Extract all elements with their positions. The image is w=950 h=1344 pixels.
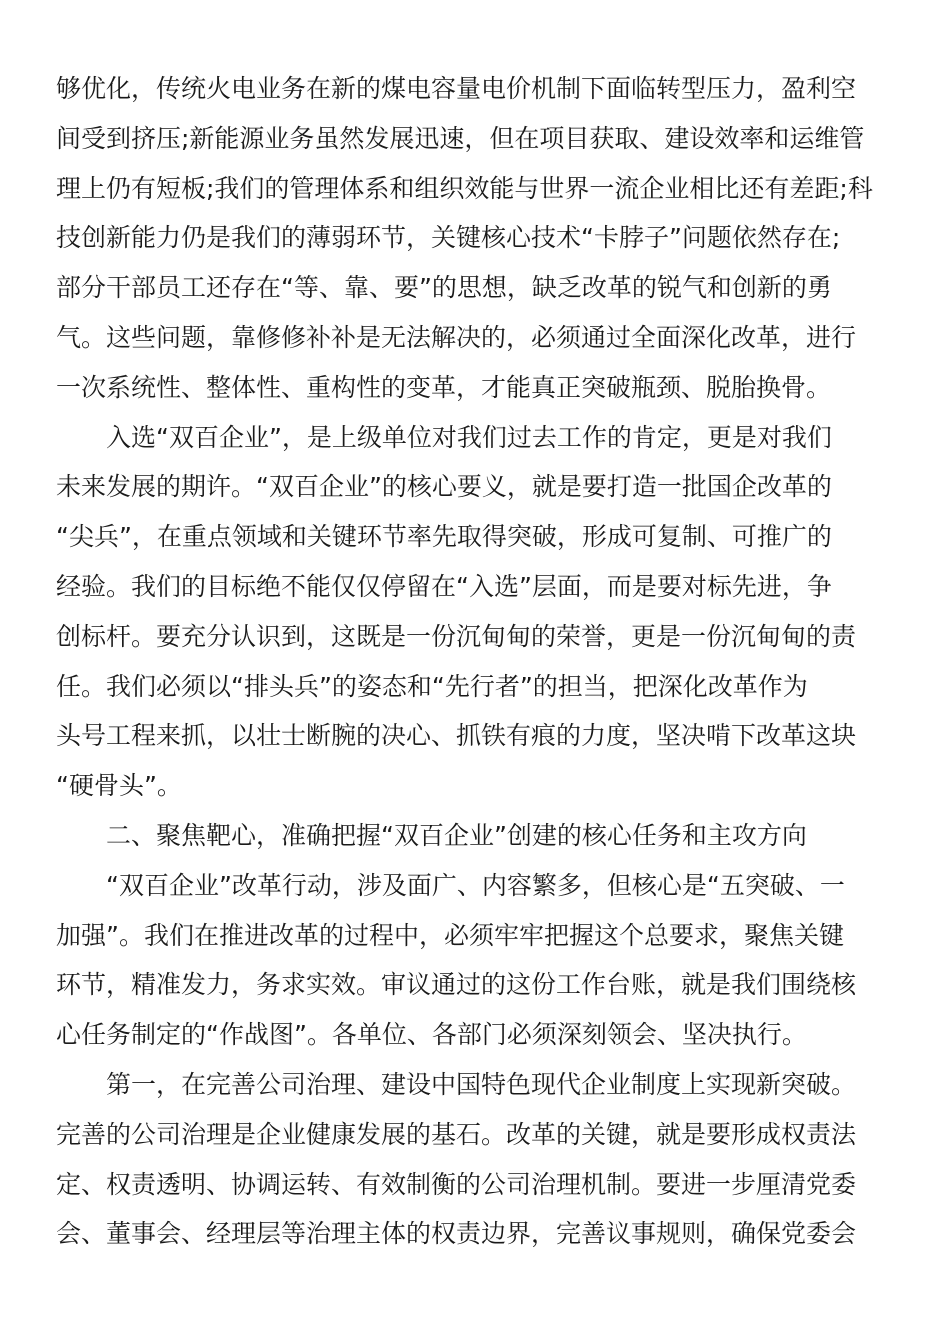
text-line: 完善的公司治理是企业健康发展的基石。改革的关键，就是要形成权责法 (56, 1119, 857, 1149)
text-line: 心任务制定的“作战图”。各单位、各部门必须深刻领会、坚决执行。 (56, 1020, 807, 1050)
paragraph-start-line: 入选“双百企业”，是上级单位对我们过去工作的肯定，更是对我们 (106, 422, 832, 452)
section-heading: 二、聚焦靶心，准确把握“双百企业”创建的核心任务和主攻方向 (106, 820, 807, 850)
text-line: 经验。我们的目标绝不能仅仅停留在“入选”层面，而是要对标先进，争 (56, 571, 832, 601)
text-line: 加强”。我们在推进改革的过程中，必须牢牢把握这个总要求，聚焦关键 (56, 920, 844, 950)
body-text (56, 64, 896, 1259)
text-line: 会、董事会、经理层等治理主体的权责边界，完善议事规则，确保党委会 (56, 1219, 857, 1249)
text-line: 部分干部员工还存在“等、靠、要”的思想，缺乏改革的锐气和创新的勇 (56, 273, 832, 303)
text-line: 定、权责透明、协调运转、有效制衡的公司治理机制。要进一步厘清党委 (56, 1169, 857, 1199)
text-line: 技创新能力仍是我们的薄弱环节，关键核心技术“卡脖子”问题依然存在; (56, 223, 841, 253)
text-line: 未来发展的期许。“双百企业”的核心要义，就是要打造一批国企改革的 (56, 472, 832, 502)
text-line: 间受到挤压;新能源业务虽然发展迅速，但在项目获取、建设效率和运维管 (56, 123, 865, 153)
text-line: 头号工程来抓，以壮士断腕的决心、抓铁有痕的力度，坚决啃下改革这块 (56, 721, 857, 751)
text-line: 够优化，传统火电业务在新的煤电容量电价机制下面临转型压力，盈利空 (56, 74, 857, 103)
text-line: 一次系统性、整体性、重构性的变革，才能真正突破瓶颈、脱胎换骨。 (56, 372, 832, 402)
text-line: 气。这些问题，靠修修补补是无法解决的，必须通过全面深化改革，进行 (56, 322, 857, 352)
paragraph-start-line: 第一，在完善公司治理、建设中国特色现代企业制度上实现新突破。 (106, 1069, 857, 1099)
text-line: “硬骨头”。 (56, 771, 182, 801)
paragraph-start-line: “双百企业”改革行动，涉及面广、内容繁多，但核心是“五突破、一 (106, 870, 845, 900)
text-line: 创标杆。要充分认识到，这既是一份沉甸甸的荣誉，更是一份沉甸甸的责 (56, 621, 857, 651)
text-line: 任。我们必须以“排头兵”的姿态和“先行者”的担当，把深化改革作为 (56, 671, 808, 701)
text-line: 理上仍有短板;我们的管理体系和组织效能与世界一流企业相比还有差距;科 (56, 173, 873, 203)
text-line: “尖兵”，在重点领域和关键环节率先取得突破，形成可复制、可推广的 (56, 522, 832, 552)
text-line: 环节，精准发力，务求实效。审议通过的这份工作台账，就是我们围绕核 (56, 970, 857, 1000)
